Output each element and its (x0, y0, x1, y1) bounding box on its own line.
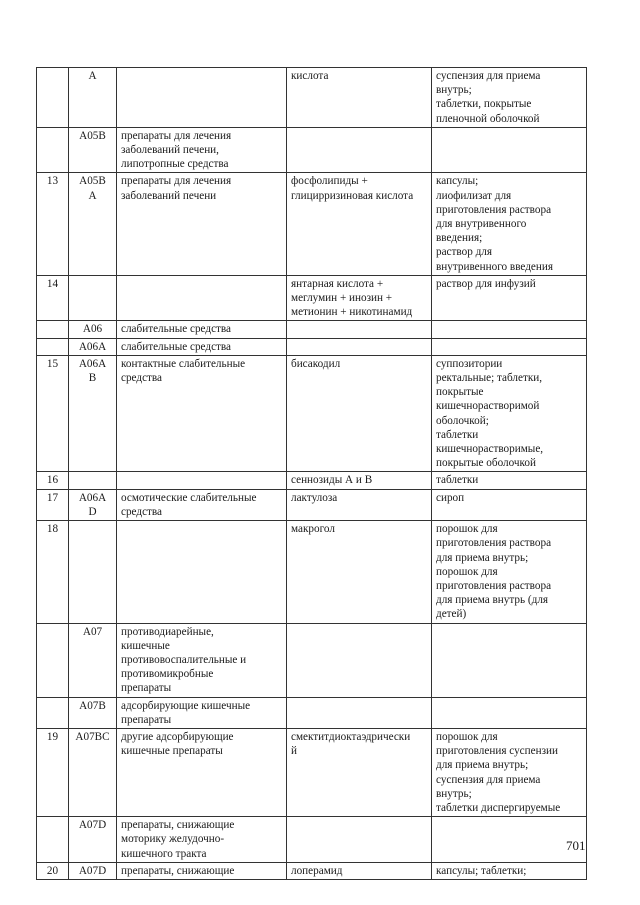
dosage-form-cell-text: порошок для приготовления суспензии для приема внутрь; суспензия для приема внутрь; таблетки диспергируемые (436, 730, 561, 814)
atc-code-cell (69, 275, 117, 321)
group-name-cell-text: контактные слабительные средства (121, 357, 246, 385)
row-number-cell-text: 20 (46, 864, 59, 877)
drug-name-cell (287, 817, 432, 863)
group-name-cell (117, 338, 287, 355)
dosage-form-cell (432, 68, 587, 128)
atc-code-cell-text: A (88, 70, 97, 82)
atc-code-cell-text: A07B (79, 699, 106, 712)
dosage-form-cell-text: капсулы; таблетки; (436, 864, 527, 877)
table-row (37, 68, 587, 128)
dosage-form-cell (432, 728, 587, 816)
drug-name-cell-text: сеннозиды А и В (291, 474, 373, 487)
dosage-form-cell (432, 521, 587, 623)
row-number-cell (37, 697, 69, 728)
dosage-form-cell (432, 338, 587, 355)
group-name-cell-text: препараты, снижающие моторику желудочно- кишечного тракта (121, 819, 235, 860)
atc-code-cell-text: A05B A (79, 175, 106, 202)
row-number-cell (37, 489, 69, 520)
row-number-cell-text: 15 (46, 357, 59, 370)
group-name-cell (117, 623, 287, 697)
drug-name-cell (287, 521, 432, 623)
drug-name-cell-text: кислота (291, 70, 329, 82)
row-number-cell-text: 13 (46, 175, 59, 188)
atc-code-cell-text: A06A D (78, 491, 107, 518)
medicine-table-page (36, 67, 586, 880)
group-name-cell (117, 728, 287, 816)
group-name-cell (117, 321, 287, 338)
atc-code-cell-text: A07D (78, 864, 107, 877)
dosage-form-cell (432, 321, 587, 338)
table-row (37, 338, 587, 355)
row-number-cell (37, 521, 69, 623)
atc-code-cell (69, 862, 117, 879)
medicine-table (36, 67, 587, 880)
group-name-cell (117, 862, 287, 879)
group-name-cell-text: слабительные средства (121, 323, 232, 336)
dosage-form-cell (432, 697, 587, 728)
group-name-cell (117, 355, 287, 472)
group-name-cell-text: другие адсорбирующие кишечные препараты (121, 730, 234, 758)
drug-name-cell (287, 338, 432, 355)
table-row (37, 489, 587, 520)
atc-code-cell (69, 489, 117, 520)
group-name-cell (117, 275, 287, 321)
dosage-form-cell-text: сироп (436, 491, 465, 504)
group-name-cell (117, 697, 287, 728)
atc-code-cell (69, 623, 117, 697)
table-row (37, 355, 587, 472)
group-name-cell-text: препараты для лечения заболеваний печени, липотропные средства (121, 129, 232, 171)
dosage-form-cell (432, 127, 587, 173)
drug-name-cell-text: смектитдиоктаэдрически й (291, 730, 411, 758)
atc-code-cell-text: A07BC (75, 730, 110, 743)
row-number-cell-text: 16 (46, 474, 59, 487)
atc-code-cell (69, 355, 117, 472)
table-row (37, 173, 587, 275)
table-body (37, 68, 587, 880)
row-number-cell (37, 127, 69, 173)
row-number-cell (37, 321, 69, 338)
drug-name-cell (287, 472, 432, 489)
atc-code-cell-text: A06A (78, 340, 107, 353)
page-number: 701 (566, 838, 586, 853)
atc-code-cell-text: A06A B (78, 357, 107, 385)
group-name-cell-text: слабительные средства (121, 340, 232, 353)
table-row (37, 623, 587, 697)
drug-name-cell (287, 321, 432, 338)
group-name-cell (117, 521, 287, 623)
drug-name-cell (287, 68, 432, 128)
atc-code-cell (69, 127, 117, 173)
row-number-cell (37, 68, 69, 128)
atc-code-cell (69, 68, 117, 128)
atc-code-cell (69, 521, 117, 623)
row-number-cell (37, 728, 69, 816)
group-name-cell (117, 127, 287, 173)
drug-name-cell-text: фосфолипиды + глицирризиновая кислота (291, 175, 414, 202)
row-number-cell (37, 817, 69, 863)
row-number-cell-text: 18 (46, 523, 59, 536)
row-number-cell-text: 17 (46, 491, 59, 504)
table-row (37, 321, 587, 338)
table-row (37, 697, 587, 728)
dosage-form-cell (432, 862, 587, 879)
row-number-cell-text: 19 (46, 730, 59, 743)
dosage-form-cell (432, 623, 587, 697)
drug-name-cell (287, 728, 432, 816)
atc-code-cell (69, 173, 117, 275)
row-number-cell (37, 862, 69, 879)
dosage-form-cell-text: таблетки (436, 474, 479, 487)
drug-name-cell (287, 127, 432, 173)
table-row (37, 728, 587, 816)
group-name-cell (117, 472, 287, 489)
table-row (37, 817, 587, 863)
row-number-cell (37, 173, 69, 275)
atc-code-cell (69, 817, 117, 863)
drug-name-cell (287, 489, 432, 520)
row-number-cell (37, 623, 69, 697)
table-row (37, 275, 587, 321)
dosage-form-cell (432, 489, 587, 520)
atc-code-cell (69, 728, 117, 816)
drug-name-cell (287, 862, 432, 879)
atc-code-cell (69, 338, 117, 355)
table-row (37, 862, 587, 879)
dosage-form-cell (432, 472, 587, 489)
drug-name-cell-text: лоперамид (291, 864, 343, 877)
drug-name-cell-text: бисакодил (291, 357, 341, 370)
dosage-form-cell (432, 355, 587, 472)
group-name-cell-text: препараты для лечения заболеваний печени (121, 175, 232, 202)
group-name-cell (117, 817, 287, 863)
table-row (37, 127, 587, 173)
dosage-form-cell (432, 817, 587, 863)
drug-name-cell-text: макрогол (291, 523, 335, 536)
row-number-cell (37, 275, 69, 321)
group-name-cell (117, 173, 287, 275)
drug-name-cell (287, 355, 432, 472)
atc-code-cell (69, 697, 117, 728)
row-number-cell (37, 355, 69, 472)
dosage-form-cell-text: суспензия для приема внутрь; таблетки, покрытые пленочной оболочкой (436, 70, 541, 125)
atc-code-cell-text: A07 (82, 625, 103, 638)
group-name-cell-text: осмотические слабительные средства (121, 491, 257, 518)
drug-name-cell (287, 623, 432, 697)
group-name-cell (117, 489, 287, 520)
dosage-form-cell (432, 173, 587, 275)
dosage-form-cell (432, 275, 587, 321)
atc-code-cell (69, 321, 117, 338)
drug-name-cell (287, 275, 432, 321)
dosage-form-cell-text: капсулы; лиофилизат для приготовления раствора для внутривенного введения; раствор для внутривенного введения (436, 175, 554, 273)
group-name-cell-text: противодиарейные, кишечные противовоспалительные и противомикробные препараты (121, 625, 247, 695)
drug-name-cell-text: лактулоза (291, 491, 338, 504)
drug-name-cell (287, 173, 432, 275)
group-name-cell-text: адсорбирующие кишечные препараты (121, 699, 251, 726)
atc-code-cell-text: A06 (82, 323, 103, 336)
row-number-cell (37, 338, 69, 355)
group-name-cell (117, 68, 287, 128)
row-number-cell-text: 14 (46, 277, 59, 290)
atc-code-cell-text: A05B (79, 129, 106, 142)
row-number-cell (37, 472, 69, 489)
dosage-form-cell-text: суппозитории ректальные; таблетки, покрытые кишечнорастворимой оболочкой; таблетки кишечнорастворимые, покрытые оболочкой (436, 357, 544, 470)
atc-code-cell (69, 472, 117, 489)
drug-name-cell (287, 697, 432, 728)
table-row (37, 472, 587, 489)
drug-name-cell-text: янтарная кислота + меглумин + инозин + метионин + никотинамид (291, 277, 413, 319)
group-name-cell-text: препараты, снижающие (121, 864, 235, 877)
atc-code-cell-text: A07D (78, 819, 107, 832)
dosage-form-cell-text: порошок для приготовления раствора для приема внутрь; порошок для приготовления раствора для приема внутрь (для детей) (436, 523, 552, 621)
table-row (37, 521, 587, 623)
dosage-form-cell-text: раствор для инфузий (436, 277, 536, 290)
